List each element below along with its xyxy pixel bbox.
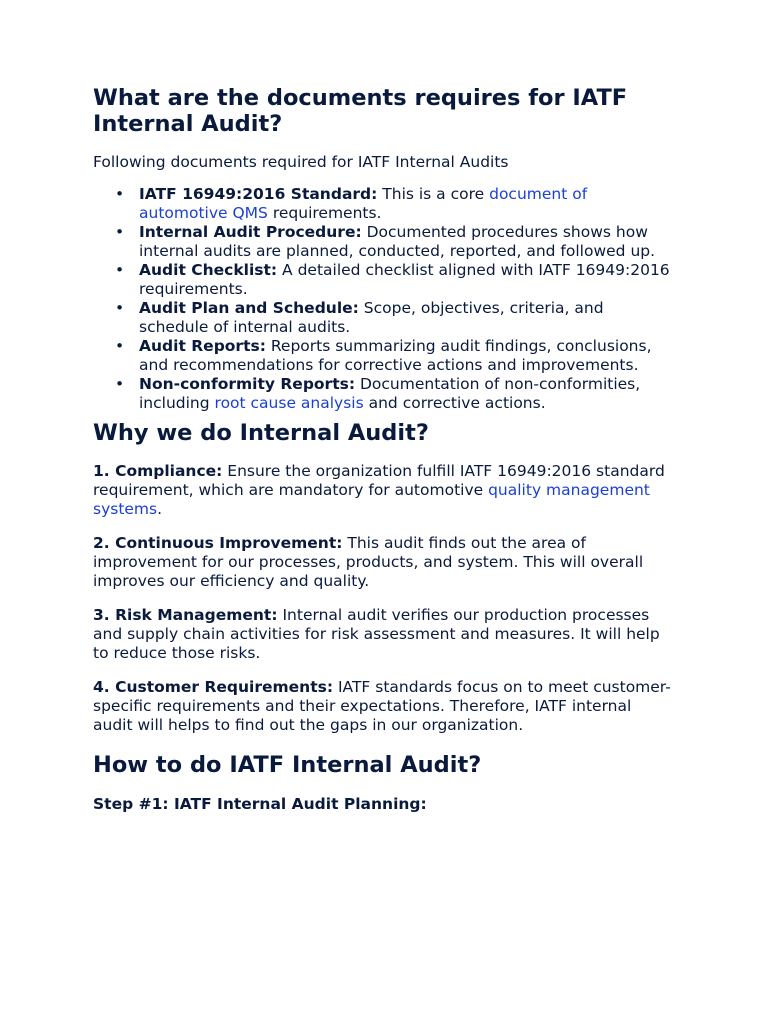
link-document-of-automotive-qms[interactable]: document of automotive QMS: [139, 185, 588, 222]
list-item-text: Reports summarizing audit findings, conclusions, and recommendations for corrective actions and improvements.: [139, 337, 652, 374]
reason-text: This audit finds out the area of improvement for our processes, products, and system. This will overall improves our efficiency and quality.: [93, 534, 644, 590]
list-item-text: A detailed checklist aligned with IATF 16949:2016 requirements.: [139, 261, 670, 298]
reason-label: 4. Customer Requirements:: [93, 678, 334, 696]
reason-label: 2. Continuous Improvement:: [93, 534, 343, 552]
documents-list: [93, 185, 674, 413]
list-item: [115, 299, 674, 337]
intro-text: Following documents required for IATF Internal Audits: [93, 153, 509, 171]
list-item-text-end: and corrective actions.: [363, 394, 546, 412]
link-quality-management-systems[interactable]: quality management systems: [93, 481, 650, 518]
link-root-cause-analysis[interactable]: root cause analysis: [214, 394, 364, 412]
heading-documents-required: What are the documents requires for IATF Internal Audit?: [93, 85, 628, 137]
list-item: [115, 261, 674, 299]
reason-paragraph: [93, 606, 674, 663]
list-item: [115, 337, 674, 375]
list-item-label: Audit Plan and Schedule:: [139, 299, 359, 317]
list-item-label: Audit Checklist:: [139, 261, 278, 279]
list-item-text-end: requirements.: [267, 204, 382, 222]
list-item-label: Non-conformity Reports:: [139, 375, 356, 393]
list-item-text: This is a core: [377, 185, 490, 203]
reason-text-end: .: [157, 500, 163, 518]
bullet-icon: •: [115, 261, 125, 279]
reason-paragraph: [93, 534, 674, 591]
reason-text: Ensure the organization fulfill IATF 16949:2016 standard requirement, which are mandatory for automotive: [93, 462, 665, 499]
list-item-text: Documentation of non-conformities, including: [139, 375, 641, 412]
list-item: [115, 185, 674, 223]
reason-text: IATF standards focus on to meet customer-specific requirements and their expectations. Therefore, IATF internal audit will helps to find out the gaps in our organization.: [93, 678, 671, 734]
heading-how-to-audit: How to do IATF Internal Audit?: [93, 752, 482, 778]
bullet-icon: •: [115, 375, 125, 393]
reason-label: 3. Risk Management:: [93, 606, 278, 624]
list-item-label: Audit Reports:: [139, 337, 266, 355]
list-item-label: Internal Audit Procedure:: [139, 223, 362, 241]
heading-why-internal-audit: Why we do Internal Audit?: [93, 420, 429, 446]
bullet-icon: •: [115, 337, 125, 355]
reason-text: Internal audit verifies our production processes and supply chain activities for risk assessment and measures. It will help to reduce those risks.: [93, 606, 660, 662]
reason-label: 1. Compliance:: [93, 462, 223, 480]
list-item-label: IATF 16949:2016 Standard:: [139, 185, 378, 203]
list-item-text: Scope, objectives, criteria, and schedule of internal audits.: [139, 299, 604, 336]
bullet-icon: •: [115, 223, 125, 241]
reason-paragraph: [93, 678, 674, 735]
bullet-icon: •: [115, 299, 125, 317]
list-item: [115, 223, 674, 261]
bullet-icon: •: [115, 185, 125, 203]
reason-paragraph: [93, 462, 674, 519]
list-item: [115, 375, 674, 413]
step-heading: Step #1: IATF Internal Audit Planning:: [93, 795, 427, 813]
list-item-text: Documented procedures shows how internal audits are planned, conducted, reported, and followed up.: [139, 223, 656, 260]
